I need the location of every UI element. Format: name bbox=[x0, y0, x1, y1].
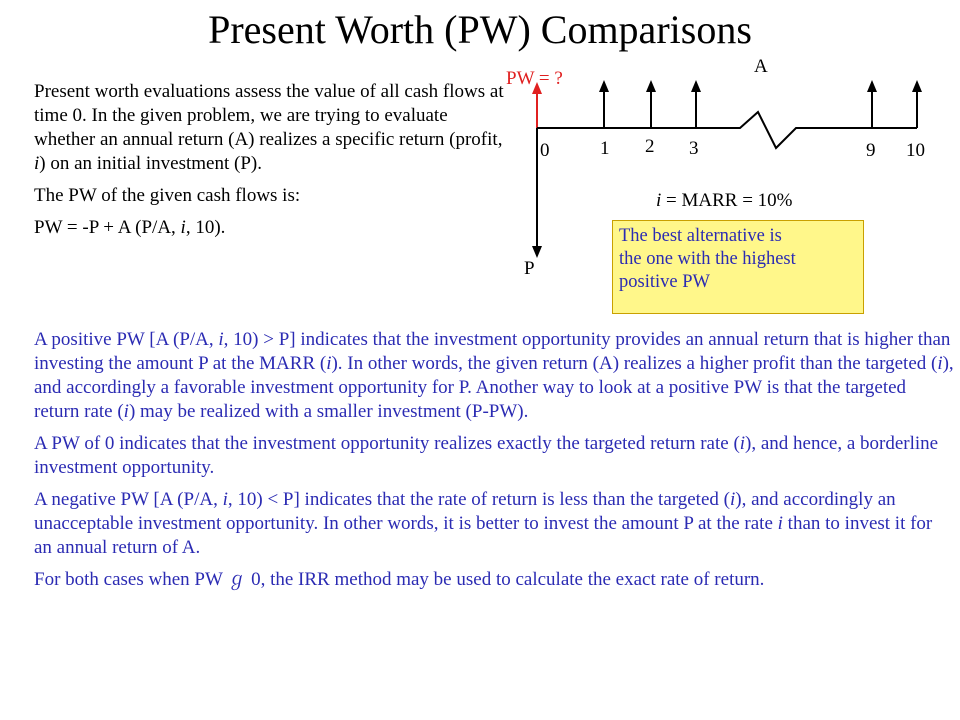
text-run: ), and accordingly an unacceptable investment opportunity. In other words, it is better to invest the amount P at the rate bbox=[34, 489, 896, 534]
italic-i: i bbox=[777, 513, 783, 534]
italic-i: i bbox=[218, 329, 224, 350]
italic-i: i bbox=[123, 401, 129, 422]
italic-i: i bbox=[180, 217, 186, 238]
period-label-2: 2 bbox=[645, 136, 655, 157]
slide-title: Present Worth (PW) Comparisons bbox=[208, 7, 752, 52]
pw-label: PW = ? bbox=[506, 68, 563, 89]
text-run: , 10) < P] indicates that the rate of return is less than the targeted ( bbox=[227, 489, 730, 510]
negative-pw-paragraph bbox=[34, 488, 954, 560]
text-run: ) may be realized with a smaller investment (P-PW). bbox=[128, 401, 529, 422]
text-run: A negative PW [A (P/A, bbox=[34, 489, 223, 510]
note-line-3: positive PW bbox=[619, 272, 710, 292]
text-run: A positive PW [A (P/A, bbox=[34, 329, 219, 350]
note-line-1: The best alternative is bbox=[619, 226, 782, 246]
positive-pw-paragraph bbox=[34, 328, 954, 424]
italic-i: i bbox=[34, 153, 40, 174]
italic-i: i bbox=[729, 489, 736, 510]
text-run: 0, the IRR method may be used to calculate the exact rate of return. bbox=[246, 569, 765, 590]
italic-i: i bbox=[656, 190, 662, 211]
text-run: = MARR = 10% bbox=[661, 190, 793, 211]
text-run: ) on an initial investment (P). bbox=[39, 153, 262, 174]
text-run: PW = -P + A (P/A, bbox=[34, 217, 181, 238]
text-run: Present worth evaluations assess the value of all cash flows at time 0. In the given problem, we are trying to evaluate whether an annual return (A) realizes a specific return (profit, bbox=[34, 81, 504, 150]
text-run: , 10). bbox=[185, 217, 226, 238]
note-line-2: the one with the highest bbox=[619, 249, 796, 269]
time-axis bbox=[537, 112, 917, 148]
period-label-9: 9 bbox=[866, 140, 876, 161]
annuity-label: A bbox=[754, 56, 768, 77]
text-run: ), and hence, a borderline investment opportunity. bbox=[34, 433, 939, 478]
period-label-10: 10 bbox=[906, 140, 925, 161]
text-run: than to invest it for an annual return of A. bbox=[34, 513, 933, 558]
zero-pw-paragraph bbox=[34, 432, 954, 480]
period-label-1: 1 bbox=[600, 138, 610, 159]
italic-i: i bbox=[222, 489, 228, 510]
text-run: For both cases when PW bbox=[34, 569, 228, 590]
a-arrowhead-3 bbox=[691, 80, 701, 92]
irr-paragraph bbox=[34, 568, 954, 592]
a-arrowhead-10 bbox=[912, 80, 922, 92]
period-label-0: 0 bbox=[540, 140, 550, 161]
italic-i: i bbox=[326, 353, 332, 374]
italic-i: i bbox=[739, 433, 746, 454]
a-arrowhead-2 bbox=[646, 80, 656, 92]
text-run: A PW of 0 indicates that the investment opportunity realizes exactly the targeted return rate ( bbox=[34, 433, 740, 454]
intro-paragraph-1 bbox=[34, 80, 504, 176]
cash-flow-diagram bbox=[490, 52, 960, 302]
italic-i: i bbox=[937, 353, 943, 374]
p-arrowhead bbox=[532, 246, 542, 258]
not-equal-symbol: ℊ bbox=[227, 569, 247, 590]
text-run: , 10) > P] indicates that the investment opportunity provides an annual return that is higher than investing the amount P at the MARR ( bbox=[34, 329, 951, 374]
discussion-text bbox=[34, 328, 954, 600]
rate-label bbox=[656, 190, 793, 212]
p-label: P bbox=[524, 258, 535, 279]
intro-paragraph-2: The PW of the given cash flows is: bbox=[34, 185, 301, 206]
text-run: ). In other words, the given return (A) realizes a higher profit than the targeted ( bbox=[331, 353, 938, 374]
period-label-3: 3 bbox=[689, 138, 699, 159]
intro-text bbox=[34, 80, 504, 248]
text-run: ), and accordingly a favorable investment opportunity for P. Another way to look at a positive PW is that the targeted return rate ( bbox=[34, 353, 954, 422]
a-arrowhead-9 bbox=[867, 80, 877, 92]
pw-formula bbox=[34, 216, 504, 240]
a-arrowhead-1 bbox=[599, 80, 609, 92]
note-box bbox=[612, 220, 864, 314]
